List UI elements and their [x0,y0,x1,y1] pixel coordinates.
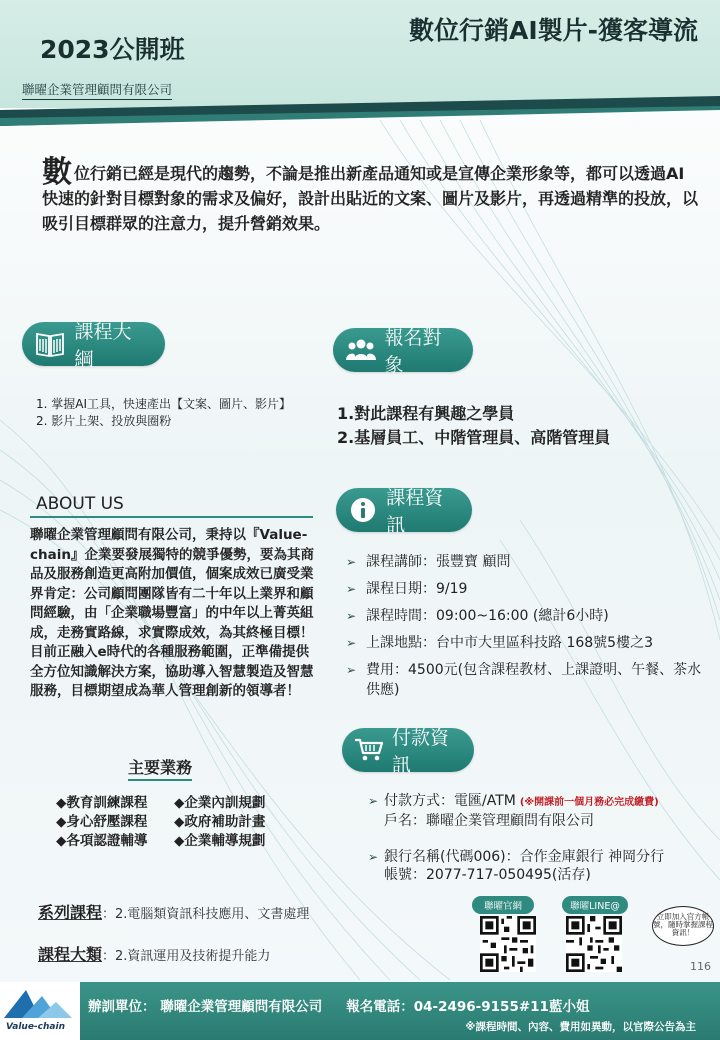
series-label: 系列課程 [38,903,103,922]
arrow-bullet-icon: ➢ [346,582,357,596]
course-location: 上課地點：台中市大里區科技路 168號5樓之3 [366,635,653,651]
line-join-bubble: 立即加入官方帳號，隨時掌握課程資訊！ [652,906,714,946]
page-number: 116 [690,960,711,973]
arrow-bullet-icon: ➢ [346,609,357,623]
category-label: 課程大類 [38,945,103,964]
about-heading: ABOUT US [36,494,124,514]
series-value: ：2.電腦類資訊科技應用、文書處理 [102,907,310,922]
arrow-bullet-icon: ➢ [368,850,379,864]
course-title: 數位行銷AI製片-獲客導流 [408,16,698,45]
course-info-heading: 課程資訊 [386,487,444,536]
course-info-heading-pill [336,487,472,536]
course-info-list [346,552,702,707]
website-qr-label: 聯曜官網 [472,896,534,914]
business-item: ◆企業內訓規劃 [174,795,266,811]
audience-list [337,402,697,450]
audience-heading: 報名對象 [384,327,442,376]
footer-main-line [88,995,613,1015]
payment-account-number: 帳號：2077-717-050495(活存) [384,867,591,883]
payment-method-row [368,792,708,812]
outline-heading-pill [22,321,165,370]
intro-paragraph [42,155,699,236]
course-time: 課程時間：09:00~16:00 (總計6小時) [366,608,609,624]
payment-account-name: 戶名：聯曜企業管理顧問有限公司 [384,813,594,829]
payment-heading-pill [342,727,474,776]
arrow-bullet-icon: ➢ [346,636,357,650]
outline-heading: 課程大綱 [74,321,132,370]
course-info-row [346,579,702,599]
line-qr-code[interactable] [566,916,622,972]
header-company-name: 聯曜企業管理顧問有限公司 [22,80,172,100]
info-icon [348,493,378,527]
line-qr-label: 聯曜LINE@ [562,896,628,914]
website-qr-code[interactable] [480,916,536,972]
outline-item: 2. 影片上架、投放與圈粉 [36,414,172,428]
payment-account-number-row [368,866,708,884]
business-item: ◆政府補助計畫 [174,814,266,830]
course-info-row [346,606,702,626]
course-info-row [346,633,702,653]
course-info-row [346,552,702,572]
payment-account-name-row [368,812,708,830]
payment-deadline-note: (※開課前一個月務必完成繳費) [519,797,659,808]
about-divider [30,516,313,518]
about-text: 聯曜企業管理顧問有限公司，秉持以『Value-chain』企業要發展獨特的競爭優勢，要為其商品及服務創造更高附加價值，個案成效已廣受業界肯定：公司顧問團隊皆有二十年以上業界和顧問經驗，由「企業職場豐富」的中年以上菁英組成，走務實路線，求實際成效，為其終極目標！目前正融入e時代的各種服務範圍，正準備提供全方位知識解決方案，協助導入智慧製造及智慧服務，目標期望成為華人管理創新的領導者！ [30,527,314,699]
business-item: ◆企業輔導規劃 [174,833,266,849]
business-item: ◆各項認證輔導 [56,833,148,849]
course-instructor: 課程講師：張豐寶 顧問 [366,554,511,570]
outline-item: 1. 掌握AI工具，快速產出【文案、圖片、影片】 [36,397,292,411]
people-icon [345,333,377,367]
business-heading: 主要業務 [128,755,192,781]
header-year-title: 2023公開班 [40,35,185,64]
footer-organizer: 辦訓單位： 聯曜企業管理顧問有限公司 [88,999,323,1015]
business-item: ◆身心舒壓課程 [56,814,148,830]
category-line [38,942,270,965]
book-icon [34,327,66,361]
payment-method: 付款方式：電匯/ATM [384,793,516,809]
arrow-bullet-icon: ➢ [346,663,357,677]
course-date: 課程日期：9/19 [366,581,468,597]
course-info-row [346,660,702,700]
intro-drop-cap: 數 [42,155,72,190]
footer-phone: 報名電話：04-2496-9155#11藍小姐 [346,999,590,1015]
payment-heading: 付款資訊 [392,727,450,776]
series-line [38,900,309,923]
audience-item: 1.對此課程有興趣之學員 [337,404,515,423]
footer-note: ※課程時間、內容、費用如異動，以官際公告為主 [465,1021,696,1033]
arrow-bullet-icon: ➢ [346,555,357,569]
business-list [56,794,316,850]
payment-bank-row [368,848,708,866]
audience-item: 2.基層員工、中階管理員、高階管理員 [337,428,611,447]
cart-icon [354,733,384,767]
business-item: ◆教育訓練課程 [56,795,148,811]
arrow-bullet-icon: ➢ [368,794,379,808]
intro-text: 位行銷已經是現代的趨勢，不論是推出新產品通知或是宣傳企業形象等，都可以透過AI快速的針對目標對象的需求及偏好，設計出貼近的文案、圖片及影片，再透過精準的投放，以吸引目標群眾的注意力，提升營銷效果。 [42,164,699,233]
payment-list [368,792,708,884]
outline-list [36,396,316,430]
audience-heading-pill [333,327,473,376]
logo-text: Value-chain [6,1022,65,1032]
course-fee: 費用：4500元(包含課程教材、上課證明、午餐、茶水供應) [366,662,702,698]
category-value: ：2.資訊運用及技術提升能力 [102,949,271,964]
payment-bank: 銀行名稱(代碼006)：合作金庫銀行 神岡分行 [384,849,665,865]
